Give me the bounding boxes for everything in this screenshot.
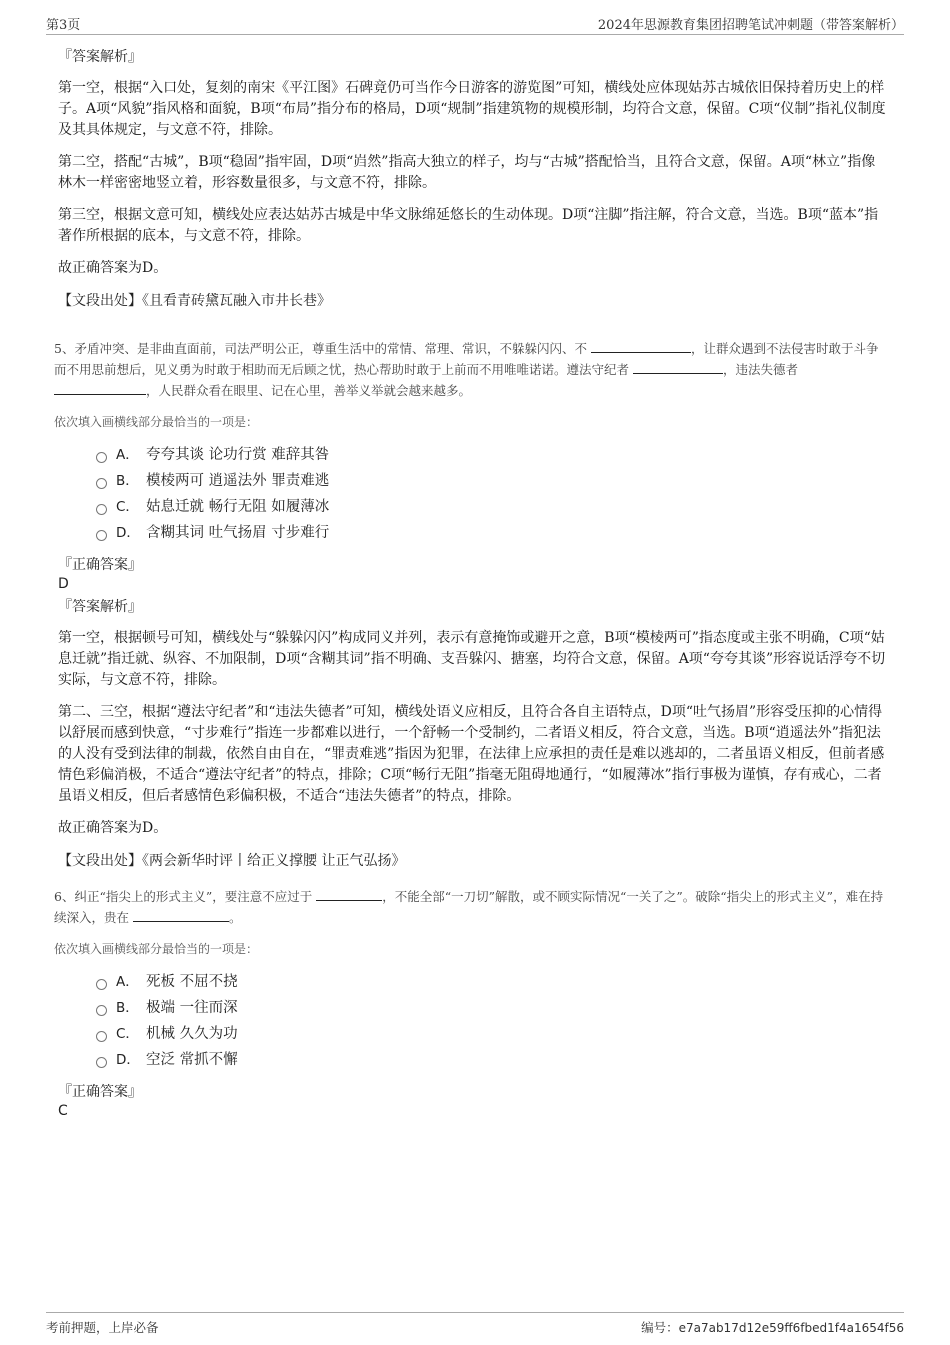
page-footer [46,1312,904,1337]
option-c[interactable]: C． 机械 久久为功 [96,1021,888,1047]
option-a[interactable]: A． 死板 不屈不挠 [96,969,888,995]
option-d[interactable]: D． 含糊其词 吐气扬眉 寸步难行 [96,520,888,546]
radio-icon[interactable] [96,1031,107,1042]
analysis-conclusion: 故正确答案为D。 [58,820,168,836]
passage-source: 【文段出处】《两会新华时评丨给正义撑腰 让正气弘扬》 [58,853,406,869]
correct-answer-label: 『正确答案』 [58,557,142,573]
answer-blank [591,340,691,353]
question-prompt: 依次填入画横线部分最恰当的一项是： [54,415,259,429]
options-list [96,969,888,1073]
radio-icon[interactable] [96,979,107,990]
passage-source: 【文段出处】《且看青砖黛瓦融入市井长巷》 [58,293,331,309]
option-d[interactable]: D． 空泛 常抓不懈 [96,1047,888,1073]
analysis-paragraph: 第二、三空，根据“遵法守纪者”和“违法失德者”可知，横线处语义应相反，且符合各自主语特点，D项“吐气扬眉”形容受压抑的心情得以舒展而感到快意，“寸步难行”指连一步都难以进行，一个舒畅一个受制约，二者语义相反，符合文意，当选。B项“逍遥法外”指犯法的人没有受到法律的制裁，依然自由自在，“罪责难逃”指因为犯罪，在法律上应承担的责任是难以逃却的，二者虽语义相反，但前者感情色彩偏消极，不适合“遵法守纪者”的特点，排除；C项“畅行无阻”指毫无阻碍地通行，“如履薄冰”指行事极为谨慎，存有戒心，二者虽语义相反，但后者感情色彩偏积极，不适合“违法失德者”的特点，排除。 [58,704,885,804]
document-title: 2024年思源教育集团招聘笔试冲刺题（带答案解析） [597,18,904,33]
page-header [46,12,904,35]
analysis-conclusion: 故正确答案为D。 [58,260,168,276]
radio-icon[interactable] [96,1057,107,1068]
option-b[interactable]: B． 模棱两可 逍遥法外 罪责难逃 [96,468,888,494]
analysis-label: 『答案解析』 [58,599,142,615]
correct-answer-label: 『正确答案』 [58,1084,142,1100]
page-number: 第3页 [46,18,81,33]
radio-icon[interactable] [96,478,107,489]
question-6-stem: 6、纠正“指尖上的形式主义”，要注意不应过于 ，不能全部“一刀切”解散，或不顾实际情况“一关了之”。破除“指尖上的形式主义”，难在持续深入，贵在 。 [54,889,884,925]
page-content [54,46,888,1123]
radio-icon[interactable] [96,1005,107,1016]
option-a[interactable]: A． 夸夸其谈 论功行赏 难辞其咎 [96,442,888,468]
document-code: 编号：e7a7ab17d12e59ff6fbed1f4a1654f56 [641,1320,904,1335]
question-5-stem: 5、矛盾冲突、是非曲直面前，司法严明公正，尊重生活中的常情、常理、常识，不躲躲闪闪、不 ，让群众遇到不法侵害时敢于斗争而不用思前想后，见义勇为时敢于相助而无后顾之忧，热心帮助时敢于上前而不用唯唯诺诺。遵法守纪者 ，违法失德者 ，人民群众看在眼里、记在心里，善举义举就会越来越多。 [54,341,879,398]
radio-icon[interactable] [96,452,107,463]
correct-answer-value: C [58,1103,68,1119]
correct-answer-value: D [58,576,69,592]
answer-blank [54,382,146,395]
option-b[interactable]: B． 极端 一往而深 [96,995,888,1021]
analysis-paragraph: 第三空，根据文意可知，横线处应表达姑苏古城是中华文脉绵延悠长的生动体现。D项“注脚”指注解，符合文意，当选。B项“蓝本”指著作所根据的底本，与文意不符，排除。 [58,207,879,244]
analysis-label: 『答案解析』 [58,49,142,65]
answer-blank [133,909,229,922]
radio-icon[interactable] [96,504,107,515]
question-prompt: 依次填入画横线部分最恰当的一项是： [54,942,259,956]
options-list [96,442,888,546]
analysis-paragraph: 第一空，根据“入口处，复刻的南宋《平江图》石碑竟仍可当作今日游客的游览图”可知，横线处应体现姑苏古城依旧保持着历史上的样子。A项“风貌”指风格和面貌，B项“布局”指分布的格局，D项“规制”指建筑物的规模形制，均符合文意，保留。C项“仪制”指礼仪制度及其具体规定，与文意不符，排除。 [58,80,886,138]
footer-slogan: 考前押题，上岸必备 [46,1320,159,1335]
analysis-paragraph: 第二空，搭配“古城”，B项“稳固”指牢固，D项“岿然”指高大独立的样子，均与“古城”搭配恰当，且符合文意，保留。A项“林立”指像林木一样密密地竖立着，形容数量很多，与文意不符，排除。 [58,154,876,191]
answer-blank [316,888,382,901]
analysis-paragraph: 第一空，根据顿号可知，横线处与“躲躲闪闪”构成同义并列，表示有意掩饰或避开之意，B项“模棱两可”指态度或主张不明确，C项“姑息迁就”指迁就、纵容、不加限制，D项“含糊其词”指不明确、支吾躲闪、搪塞，均符合文意，保留。A项“夸夸其谈”形容说话浮夸不切实际，与文意不符，排除。 [58,630,886,688]
answer-blank [633,361,723,374]
option-c[interactable]: C． 姑息迁就 畅行无阻 如履薄冰 [96,494,888,520]
radio-icon[interactable] [96,530,107,541]
